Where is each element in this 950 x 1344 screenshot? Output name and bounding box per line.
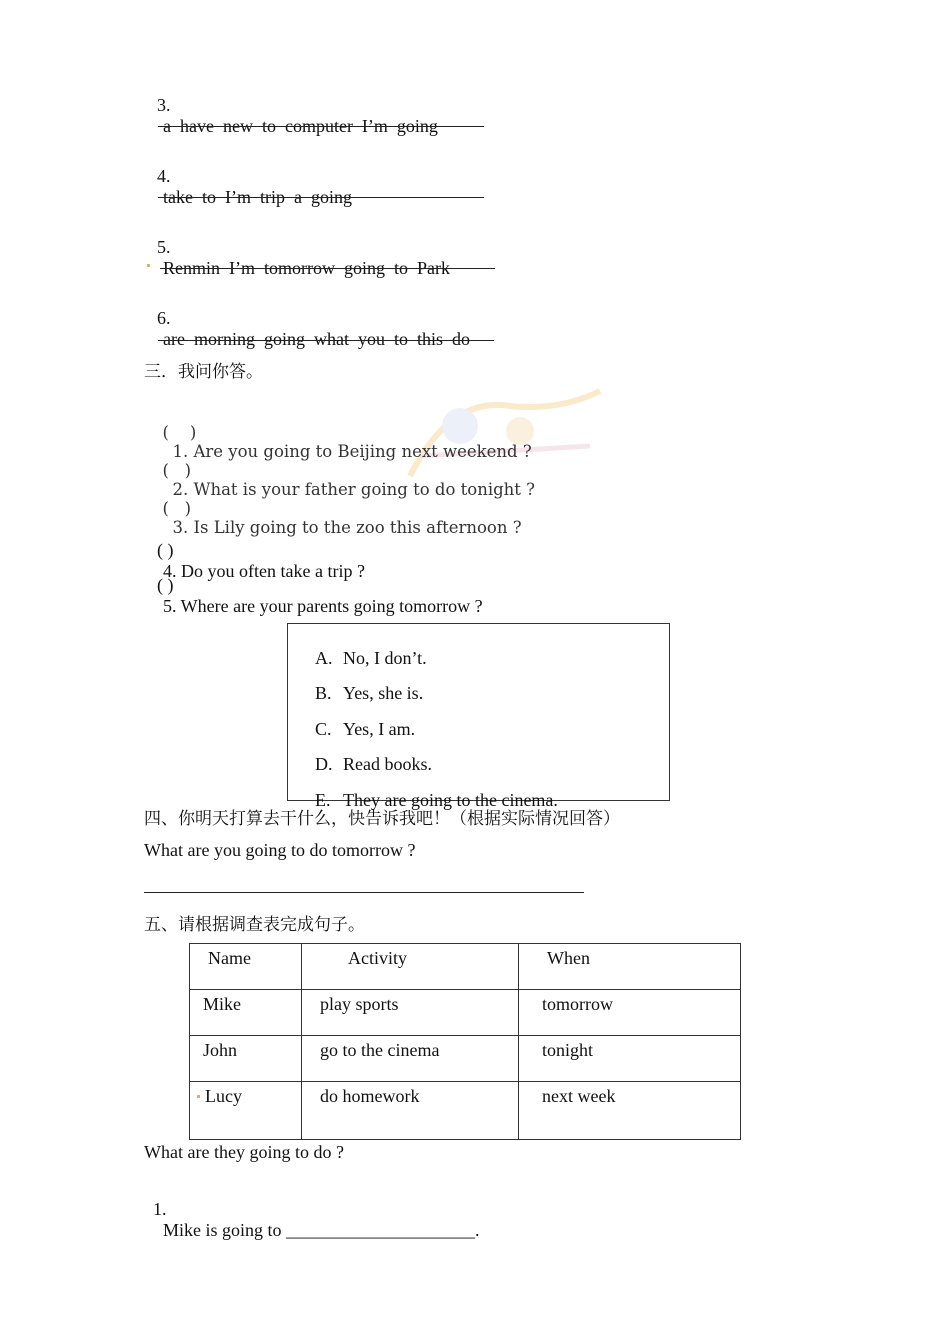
option-text: Yes, I am. — [343, 719, 416, 739]
cell-activity: go to the cinema — [302, 1036, 519, 1082]
cell-activity: do homework — [302, 1082, 519, 1140]
cell-name: Mike — [190, 990, 302, 1036]
option-letter: A. — [315, 648, 333, 668]
item-words: a have new to computer I’m going — [163, 116, 438, 136]
table-row — [190, 990, 741, 1036]
cell-when: tomorrow — [519, 990, 741, 1036]
table-row — [190, 1036, 741, 1082]
item-4 — [148, 145, 352, 208]
item-3 — [148, 74, 438, 137]
item-number: 6. — [157, 308, 171, 328]
item-words: take to I’m trip a going — [163, 187, 352, 207]
header-name: Name — [190, 944, 302, 990]
answer-bracket[interactable]: ( ) — [162, 423, 197, 442]
sentence-number: 1. — [153, 1199, 167, 1219]
cell-when: next week — [519, 1082, 741, 1140]
answer-bracket[interactable]: ( ) — [157, 575, 174, 595]
section4-question: What are you going to do tomorrow ? — [144, 840, 416, 860]
table-row — [190, 1082, 741, 1140]
section4-title: 四、你明天打算去干什么，快告诉我吧！（根据实际情况回答） — [144, 809, 620, 829]
option-letter: D. — [315, 754, 333, 774]
section5-question: What are they going to do ? — [144, 1142, 344, 1162]
option-text: They are going to the cinema. — [343, 790, 558, 810]
section5-title: 五、请根据调查表完成句子。 — [144, 915, 365, 935]
header-activity: Activity — [302, 944, 519, 990]
question-text: 5. Where are your parents going tomorrow ? — [163, 596, 483, 616]
item-number: 4. — [157, 166, 171, 186]
section3-title: 三．我问你答。 — [144, 362, 263, 382]
item-5 — [148, 216, 450, 279]
table-header-row — [190, 944, 741, 990]
sentence-text[interactable]: Mike is going to _____________________. — [163, 1220, 480, 1240]
answer-line[interactable] — [158, 126, 484, 127]
answer-bracket[interactable]: ( ) — [162, 499, 192, 518]
option-text: Yes, she is. — [343, 683, 424, 703]
speck-dot — [197, 1095, 200, 1098]
question-text: 4. Do you often take a trip ? — [163, 561, 365, 581]
question-text: 1. Are you going to Beijing next weekend ? — [172, 442, 532, 461]
option-letter: E. — [315, 790, 331, 810]
answer-bracket[interactable]: ( ) — [162, 461, 192, 480]
survey-table — [189, 943, 741, 1140]
cell-name: Lucy — [190, 1082, 302, 1140]
option-letter: B. — [315, 683, 332, 703]
item-number: 3. — [157, 95, 171, 115]
answer-line[interactable] — [160, 268, 495, 269]
speck-dot — [147, 264, 150, 267]
sentence-1 — [144, 1178, 480, 1241]
question-5 — [148, 554, 483, 617]
answer-line[interactable] — [144, 892, 584, 893]
answer-bracket[interactable]: ( ) — [157, 540, 174, 560]
answer-line[interactable] — [158, 197, 484, 198]
cell-activity: play sports — [302, 990, 519, 1036]
header-when: When — [519, 944, 741, 990]
question-text: 2. What is your father going to do tonight ? — [172, 480, 536, 499]
cell-when: tonight — [519, 1036, 741, 1082]
item-words: Renmin I’m tomorrow going to Park — [163, 258, 450, 278]
option-text: Read books. — [343, 754, 432, 774]
cell-name: John — [190, 1036, 302, 1082]
item-number: 5. — [157, 237, 171, 257]
answer-line[interactable] — [158, 340, 494, 341]
option-letter: C. — [315, 719, 332, 739]
options-box — [287, 623, 670, 810]
question-text: 3. Is Lily going to the zoo this afternoon ? — [172, 518, 522, 537]
option-text: No, I don’t. — [343, 648, 427, 668]
item-words: are morning going what you to this do — [163, 329, 470, 349]
